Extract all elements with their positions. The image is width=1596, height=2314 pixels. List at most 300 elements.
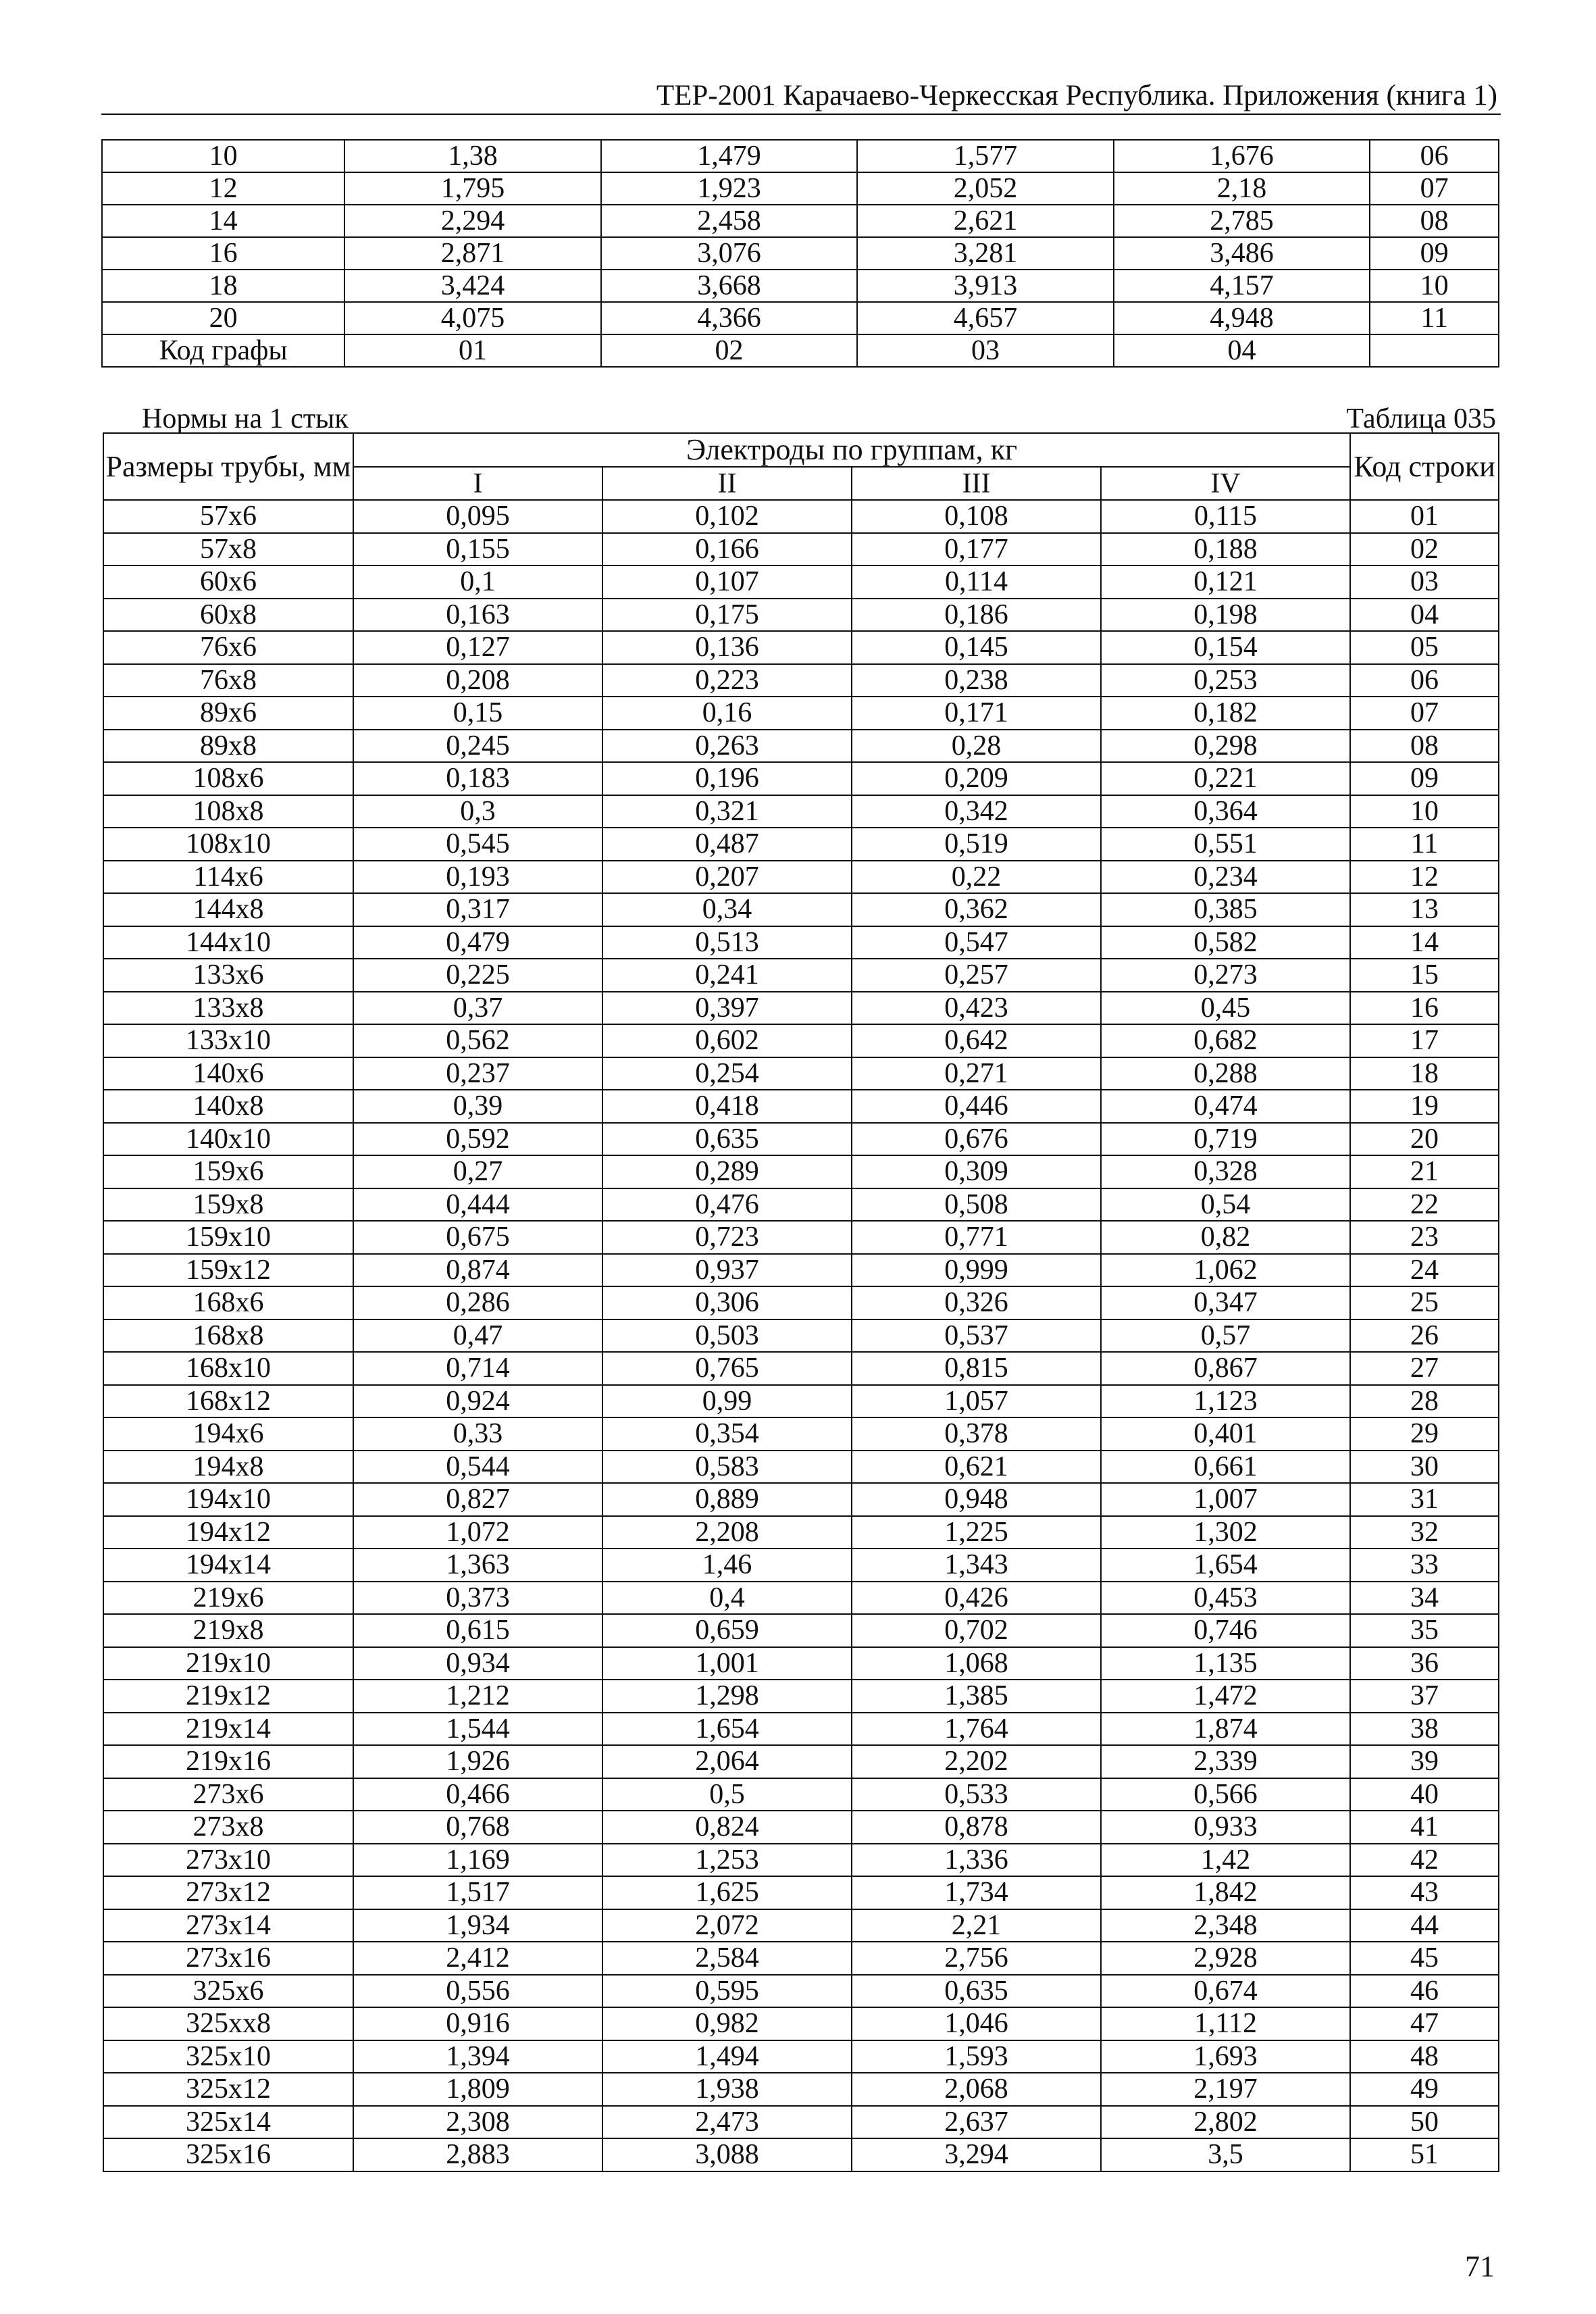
table-cell: 0,937 (602, 1254, 852, 1287)
table-cell: 04 (1114, 334, 1370, 367)
table-cell: 37 (1350, 1680, 1499, 1713)
table-cell: 89х6 (103, 697, 353, 730)
table-cell: 2,785 (1114, 205, 1370, 237)
table-cell: 0,982 (602, 2007, 852, 2040)
table-cell: 1,363 (353, 1549, 602, 1582)
table-cell: 0,659 (602, 1614, 852, 1647)
table-cell: 1,135 (1101, 1647, 1350, 1680)
table-cell: 144х8 (103, 893, 353, 926)
table-cell: 21 (1350, 1155, 1499, 1188)
table-cell: 325х14 (103, 2106, 353, 2139)
table-cell: 0,155 (353, 533, 602, 566)
table-cell: Код графы (102, 334, 344, 367)
table-cell: 46 (1350, 1975, 1499, 2008)
table-cell: 2,621 (857, 205, 1114, 237)
table-cell: 0,378 (852, 1417, 1101, 1451)
table-cell: 0,39 (353, 1090, 602, 1123)
header-group-4: IV (1101, 467, 1350, 500)
table-cell: 0,37 (353, 992, 602, 1025)
table-row (103, 697, 1499, 730)
table-cell: 0,175 (602, 599, 852, 632)
table-cell: 0,474 (1101, 1090, 1350, 1123)
table-cell: 0,254 (602, 1057, 852, 1090)
table-cell: 0,209 (852, 762, 1101, 795)
table-cell: 0,286 (353, 1286, 602, 1319)
table-cell: 3,281 (857, 237, 1114, 270)
table-cell: 0,289 (602, 1155, 852, 1188)
table-row (102, 270, 1499, 302)
table-cell: 2,294 (344, 205, 601, 237)
table-cell: 12 (102, 172, 344, 205)
table-cell: 0,22 (852, 861, 1101, 894)
table-row (103, 730, 1499, 763)
table-cell: 0,183 (353, 762, 602, 795)
table-cell: 0,423 (852, 992, 1101, 1025)
table-cell: 0,198 (1101, 599, 1350, 632)
table-cell: 273х8 (103, 1811, 353, 1844)
table-cell: 168х8 (103, 1319, 353, 1353)
table-cell: 0,136 (602, 631, 852, 664)
table-row (103, 828, 1499, 861)
table-cell: 0,746 (1101, 1614, 1350, 1647)
table-cell: 0,635 (602, 1123, 852, 1156)
table-cell: 08 (1350, 730, 1499, 763)
table-cell: 273х10 (103, 1844, 353, 1877)
table-cell: 0,271 (852, 1057, 1101, 1090)
table-cell: 0,108 (852, 500, 1101, 533)
table-cell: 0,16 (602, 697, 852, 730)
table-cell: 0,241 (602, 959, 852, 992)
table-cell: 3,076 (601, 237, 858, 270)
table-cell: 0,33 (353, 1417, 602, 1451)
table-cell: 0,288 (1101, 1057, 1350, 1090)
table-cell: 273х12 (103, 1876, 353, 1909)
header-row-code: Код строки (1350, 433, 1499, 500)
table-cell: 0,253 (1101, 664, 1350, 697)
table-cell: 1,001 (602, 1647, 852, 1680)
table-cell: 159х12 (103, 1254, 353, 1287)
table-cell: 10 (102, 140, 344, 172)
table-row (103, 762, 1499, 795)
header-rule (101, 114, 1501, 115)
table-cell: 0,719 (1101, 1123, 1350, 1156)
table-cell: 2,072 (602, 1909, 852, 1942)
table-cell: 0,121 (1101, 565, 1350, 599)
table-cell: 325хх8 (103, 2007, 353, 2040)
table-cell: 0,765 (602, 1352, 852, 1385)
table-cell: 0,193 (353, 861, 602, 894)
table-cell: 0,362 (852, 893, 1101, 926)
table-row (103, 1024, 1499, 1057)
table-cell: 0,768 (353, 1811, 602, 1844)
table-cell: 45 (1350, 1942, 1499, 1975)
table-row (103, 1057, 1499, 1090)
table-cell: 0,207 (602, 861, 852, 894)
table-cell: 1,938 (602, 2073, 852, 2106)
table-cell: 2,883 (353, 2138, 602, 2171)
table-cell: 0,306 (602, 1286, 852, 1319)
table-cell: 0,298 (1101, 730, 1350, 763)
table-cell: 0,676 (852, 1123, 1101, 1156)
table-cell: 0,263 (602, 730, 852, 763)
table-cell: 43 (1350, 1876, 1499, 1909)
table-cell: 18 (1350, 1057, 1499, 1090)
table-cell: 15 (1350, 959, 1499, 992)
page-number: 71 (1465, 2250, 1495, 2283)
table-cell: 0,874 (353, 1254, 602, 1287)
table-cell: 0,171 (852, 697, 1101, 730)
table-cell: 1,593 (852, 2040, 1101, 2073)
table-cell: 1,38 (344, 140, 601, 172)
table-cell: 0,547 (852, 926, 1101, 959)
table-cell: 4,157 (1114, 270, 1370, 302)
table-cell: 0,508 (852, 1188, 1101, 1222)
table-cell: 1,212 (353, 1680, 602, 1713)
table-cell: 2,208 (602, 1516, 852, 1549)
table-cell: 0,401 (1101, 1417, 1350, 1451)
table-row (103, 1942, 1499, 1975)
table-cell: 0,234 (1101, 861, 1350, 894)
table-cell: 1,302 (1101, 1516, 1350, 1549)
table-cell: 325х10 (103, 2040, 353, 2073)
table-cell: 0,99 (602, 1385, 852, 1418)
table-cell: 194х14 (103, 1549, 353, 1582)
table-cell: 0,3 (353, 795, 602, 828)
table-cell: 0,237 (353, 1057, 602, 1090)
table-cell: 1,057 (852, 1385, 1101, 1418)
table-cell: 0,328 (1101, 1155, 1350, 1188)
table-cell: 3,088 (602, 2138, 852, 2171)
table-cell: 194х8 (103, 1451, 353, 1484)
table-cell: 0,095 (353, 500, 602, 533)
table-cell: 1,479 (601, 140, 858, 172)
table-cell: 1,385 (852, 1680, 1101, 1713)
table-cell: 42 (1350, 1844, 1499, 1877)
table-cell: 2,339 (1101, 1745, 1350, 1778)
table-row (103, 1188, 1499, 1222)
table-cell: 0,544 (353, 1451, 602, 1484)
table-cell: 0,196 (602, 762, 852, 795)
table-cell: 1,46 (602, 1549, 852, 1582)
table-cell: 49 (1350, 2073, 1499, 2106)
table-cell: 29 (1350, 1417, 1499, 1451)
table-row (103, 599, 1499, 632)
table-cell: 0,309 (852, 1155, 1101, 1188)
table-row (103, 1254, 1499, 1287)
table-cell: 1,336 (852, 1844, 1101, 1877)
table-cell: 06 (1370, 140, 1499, 172)
table-cell: 0,934 (353, 1647, 602, 1680)
table-cell: 0,34 (602, 893, 852, 926)
continuation-table-body (102, 140, 1499, 367)
table-cell: 1,577 (857, 140, 1114, 172)
table-cell: 2,064 (602, 1745, 852, 1778)
table-cell: 0,513 (602, 926, 852, 959)
table-cell: 0,479 (353, 926, 602, 959)
table-cell: 17 (1350, 1024, 1499, 1057)
table-cell: 2,308 (353, 2106, 602, 2139)
table-cell: 33 (1350, 1549, 1499, 1582)
table-cell: 2,756 (852, 1942, 1101, 1975)
table-cell: 1,842 (1101, 1876, 1350, 1909)
table-row (103, 1123, 1499, 1156)
table-cell: 0,1 (353, 565, 602, 599)
table-row (103, 926, 1499, 959)
table-cell: 12 (1350, 861, 1499, 894)
table-cell: 35 (1350, 1614, 1499, 1647)
table-cell: 28 (1350, 1385, 1499, 1418)
table-cell: 25 (1350, 1286, 1499, 1319)
table-row (103, 2106, 1499, 2139)
table-cell: 0,487 (602, 828, 852, 861)
table-cell: 09 (1350, 762, 1499, 795)
header-group-1: I (353, 467, 602, 500)
table-cell: 0,827 (353, 1483, 602, 1516)
table-cell: 3,424 (344, 270, 601, 302)
table-cell: 0,208 (353, 664, 602, 697)
table-row (103, 1549, 1499, 1582)
table-cell: 108х6 (103, 762, 353, 795)
table-row (103, 1680, 1499, 1713)
table-cell: 1,809 (353, 2073, 602, 2106)
table-cell: 133х10 (103, 1024, 353, 1057)
table-cell: 0,188 (1101, 533, 1350, 566)
table-cell: 114х6 (103, 861, 353, 894)
table-cell: 1,343 (852, 1549, 1101, 1582)
table-cell: 273х14 (103, 1909, 353, 1942)
table-cell: 194х10 (103, 1483, 353, 1516)
table-cell: 1,123 (1101, 1385, 1350, 1418)
table-cell: 13 (1350, 893, 1499, 926)
table-cell: 44 (1350, 1909, 1499, 1942)
table-cell: 1,795 (344, 172, 601, 205)
table-cell: 108х8 (103, 795, 353, 828)
table-cell: 0,824 (602, 1811, 852, 1844)
table-cell: 2,18 (1114, 172, 1370, 205)
table-cell: 0,373 (353, 1582, 602, 1615)
table-cell: 0,583 (602, 1451, 852, 1484)
table-row (103, 1844, 1499, 1877)
table-cell: 0,661 (1101, 1451, 1350, 1484)
table-cell: 0,47 (353, 1319, 602, 1353)
table-row (103, 2007, 1499, 2040)
table-cell: 05 (1350, 631, 1499, 664)
table-row (103, 1319, 1499, 1353)
table-cell: 0,714 (353, 1352, 602, 1385)
table-cell: 0,163 (353, 599, 602, 632)
table-cell: 1,676 (1114, 140, 1370, 172)
table-cell: 0,635 (852, 1975, 1101, 2008)
table-row (103, 1647, 1499, 1680)
table-cell: 0,916 (353, 2007, 602, 2040)
table-cell: 57х6 (103, 500, 353, 533)
table-row (102, 334, 1499, 367)
table-cell: 0,815 (852, 1352, 1101, 1385)
table-cell: 1,42 (1101, 1844, 1350, 1877)
table-row (103, 1155, 1499, 1188)
table-cell: 219х8 (103, 1614, 353, 1647)
table-cell: 0,537 (852, 1319, 1101, 1353)
table-cell: 219х12 (103, 1680, 353, 1713)
table-cell: 0,397 (602, 992, 852, 1025)
table-cell: 194х12 (103, 1516, 353, 1549)
table-cell: 3,668 (601, 270, 858, 302)
table-row (102, 140, 1499, 172)
table-cell: 19 (1350, 1090, 1499, 1123)
table-row (102, 205, 1499, 237)
table-cell: 0,15 (353, 697, 602, 730)
table-cell: 0,354 (602, 1417, 852, 1451)
table-cell: 0,186 (852, 599, 1101, 632)
table-cell: 1,734 (852, 1876, 1101, 1909)
table-cell: 0,999 (852, 1254, 1101, 1287)
table-cell: 108х10 (103, 828, 353, 861)
table-cell: 0,28 (852, 730, 1101, 763)
table-cell: 159х8 (103, 1188, 353, 1222)
table-row (103, 2073, 1499, 2106)
table-cell: 0,446 (852, 1090, 1101, 1123)
table-row (103, 1483, 1499, 1516)
table-cell: 2,584 (602, 1942, 852, 1975)
table-cell: 0,551 (1101, 828, 1350, 861)
table-cell: 219х10 (103, 1647, 353, 1680)
table-row (102, 172, 1499, 205)
table-cell: 1,394 (353, 2040, 602, 2073)
table-cell: 0,444 (353, 1188, 602, 1222)
table-cell: 2,412 (353, 1942, 602, 1975)
table-cell: 0,238 (852, 664, 1101, 697)
table-row (103, 2138, 1499, 2171)
table-row (103, 1582, 1499, 1615)
table-cell: 0,519 (852, 828, 1101, 861)
table-cell: 34 (1350, 1582, 1499, 1615)
table-cell: 1,298 (602, 1680, 852, 1713)
table-cell: 0,45 (1101, 992, 1350, 1025)
table-cell: 20 (1350, 1123, 1499, 1156)
table-cell: 60х8 (103, 599, 353, 632)
table-cell: 0,503 (602, 1319, 852, 1353)
table-cell: 0,245 (353, 730, 602, 763)
table-cell: 16 (1350, 992, 1499, 1025)
table-cell: 0,321 (602, 795, 852, 828)
table-cell: 11 (1370, 302, 1499, 334)
table-row (103, 1745, 1499, 1778)
table-row (103, 533, 1499, 566)
table-cell: 0,166 (602, 533, 852, 566)
table-row (103, 1713, 1499, 1746)
table-cell: 3,913 (857, 270, 1114, 302)
table-cell: 0,114 (852, 565, 1101, 599)
table-cell: 89х8 (103, 730, 353, 763)
table-cell: 2,21 (852, 1909, 1101, 1942)
table-cell: 219х6 (103, 1582, 353, 1615)
table-cell: 140х6 (103, 1057, 353, 1090)
table-row (103, 1352, 1499, 1385)
table-row (103, 1286, 1499, 1319)
table-cell: 2,871 (344, 237, 601, 270)
table-cell: 0,556 (353, 1975, 602, 2008)
table-cell: 4,075 (344, 302, 601, 334)
table-cell: 32 (1350, 1516, 1499, 1549)
table-cell: 1,007 (1101, 1483, 1350, 1516)
table-cell: 0,107 (602, 565, 852, 599)
table-cell: 2,473 (602, 2106, 852, 2139)
table-cell: 0,592 (353, 1123, 602, 1156)
table-cell: 0,57 (1101, 1319, 1350, 1353)
table-row (103, 1451, 1499, 1484)
table-cell: 2,197 (1101, 2073, 1350, 2106)
table-cell: 325х12 (103, 2073, 353, 2106)
table-cell: 76х6 (103, 631, 353, 664)
table-cell: 14 (102, 205, 344, 237)
table-cell: 0,771 (852, 1221, 1101, 1254)
table-cell: 27 (1350, 1352, 1499, 1385)
table-cell: 325х6 (103, 1975, 353, 2008)
table-cell: 0,223 (602, 664, 852, 697)
table-cell: 219х14 (103, 1713, 353, 1746)
table-row (102, 237, 1499, 270)
table-cell: 02 (1350, 533, 1499, 566)
header-group-2: II (602, 467, 852, 500)
table-cell: 40 (1350, 1778, 1499, 1811)
table-row (103, 1876, 1499, 1909)
table-cell: 1,874 (1101, 1713, 1350, 1746)
table-cell: 36 (1350, 1647, 1499, 1680)
table-row (103, 1417, 1499, 1451)
table-row (103, 893, 1499, 926)
table-cell: 39 (1350, 1745, 1499, 1778)
table-cell: 01 (344, 334, 601, 367)
table-cell: 4,948 (1114, 302, 1370, 334)
table-cell: 4,366 (601, 302, 858, 334)
table-row (103, 565, 1499, 599)
table-cell: 0,347 (1101, 1286, 1350, 1319)
table-cell: 2,068 (852, 2073, 1101, 2106)
table-cell: 0,582 (1101, 926, 1350, 959)
table-cell: 08 (1370, 205, 1499, 237)
table-cell: 1,169 (353, 1844, 602, 1877)
table-cell: 0,273 (1101, 959, 1350, 992)
table-cell: 0,54 (1101, 1188, 1350, 1222)
table-cell: 3,486 (1114, 237, 1370, 270)
table-cell: 48 (1350, 2040, 1499, 2073)
table-cell: 1,923 (601, 172, 858, 205)
table-cell: 3,5 (1101, 2138, 1350, 2171)
table-cell: 194х6 (103, 1417, 353, 1451)
table-row (103, 1975, 1499, 2008)
table-cell: 26 (1350, 1319, 1499, 1353)
table-cell: 31 (1350, 1483, 1499, 1516)
table-cell: 159х10 (103, 1221, 353, 1254)
page-header: ТЕР-2001 Карачаево-Черкесская Республика. Приложения (книга 1) (656, 80, 1497, 111)
table-cell: 11 (1350, 828, 1499, 861)
table-cell: 0,562 (353, 1024, 602, 1057)
table-cell: 0,27 (353, 1155, 602, 1188)
table-cell: 0,225 (353, 959, 602, 992)
table-cell: 1,062 (1101, 1254, 1350, 1287)
table-cell: 1,625 (602, 1876, 852, 1909)
table-cell: 2,458 (601, 205, 858, 237)
table-cell: 41 (1350, 1811, 1499, 1844)
table-cell: 18 (102, 270, 344, 302)
header-row-1 (103, 433, 1499, 467)
table-cell: 0,621 (852, 1451, 1101, 1484)
table-row (103, 1811, 1499, 1844)
table-cell: 273х6 (103, 1778, 353, 1811)
table-cell: 50 (1350, 2106, 1499, 2139)
table-cell: 0,385 (1101, 893, 1350, 926)
table-cell: 0,326 (852, 1286, 1101, 1319)
